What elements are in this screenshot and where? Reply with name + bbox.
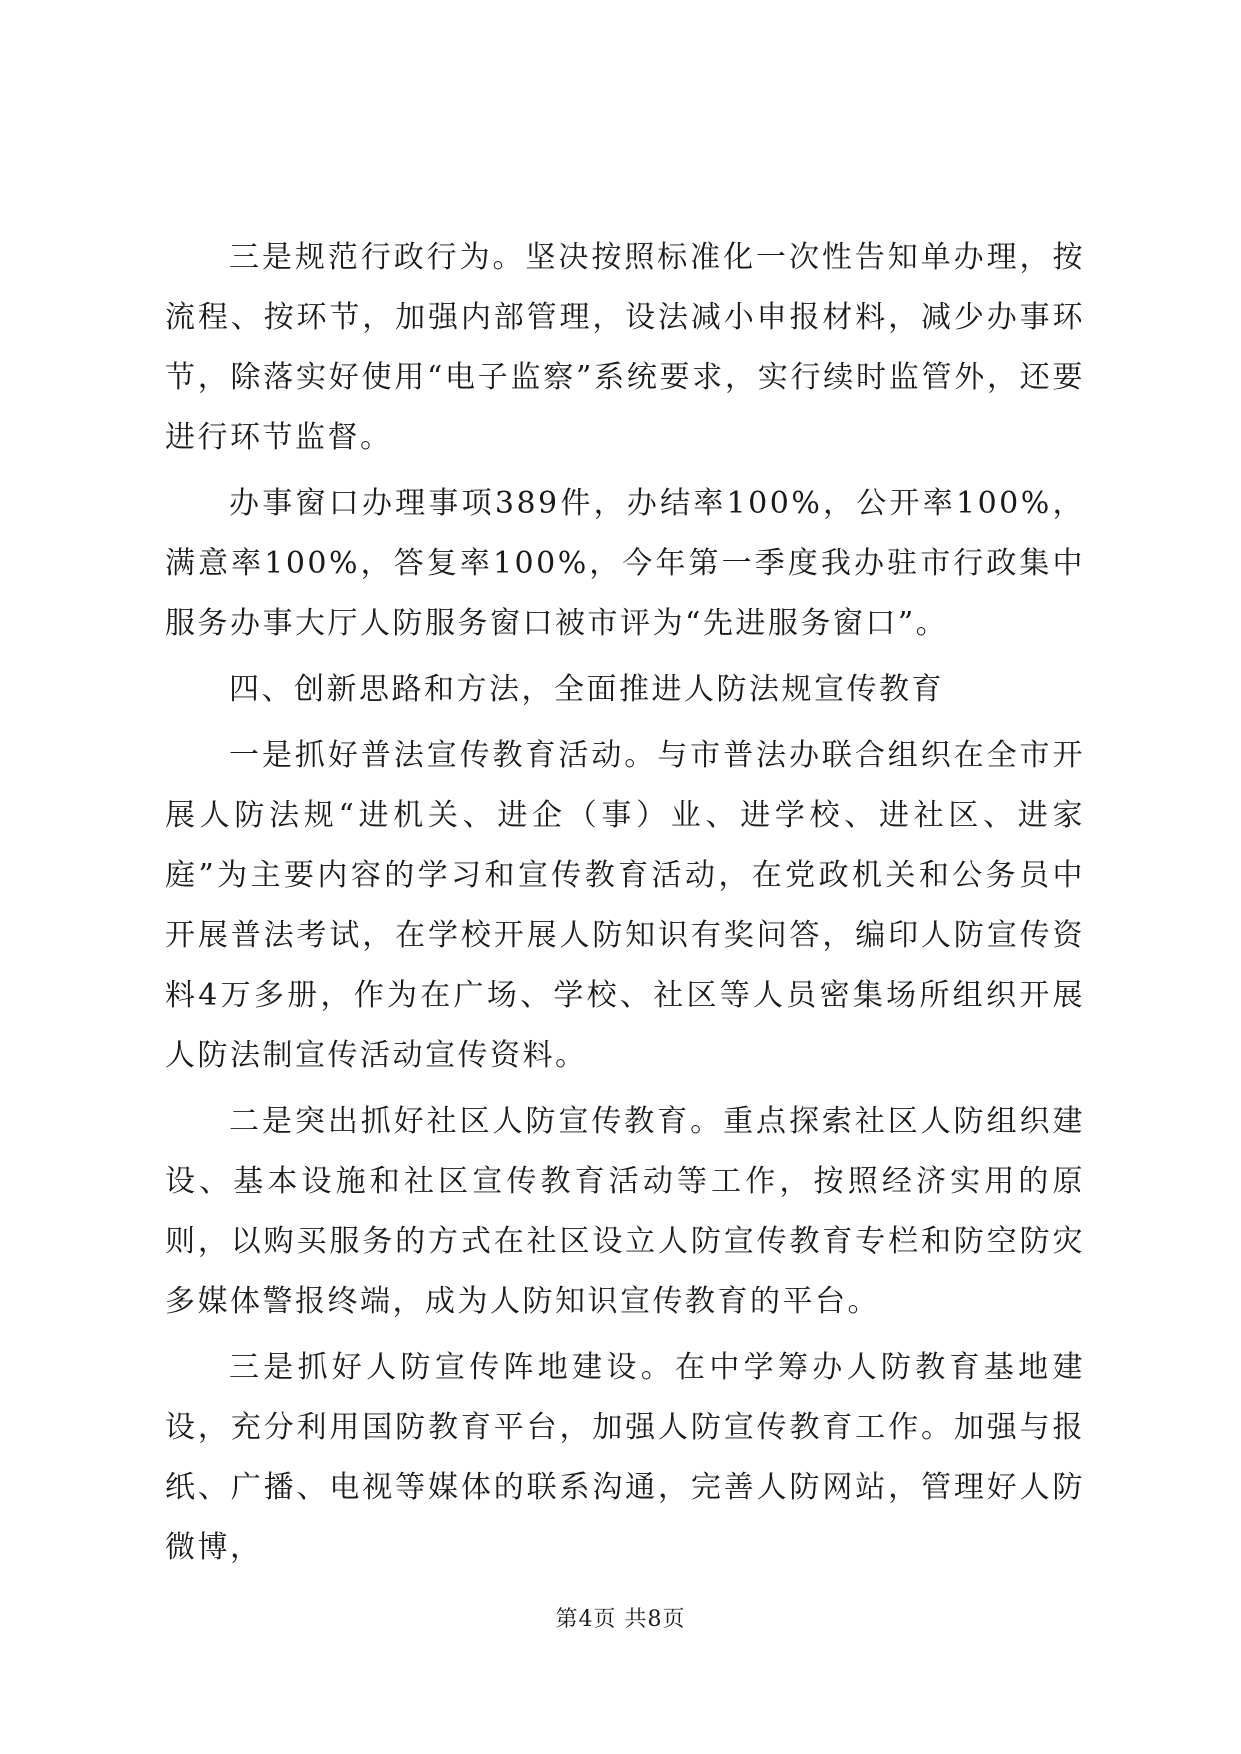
paragraph-window-stats: 办事窗口办理事项389件，办结率100%，公开率100%，满意率100%，答复率100%，今年第一季度我办驻市行政集中服务办事大厅人防服务窗口被市评为“先进服务窗口”。 <box>165 486 1085 641</box>
paragraph-publicity-base: 三是抓好人防宣传阵地建设。在中学筹办人防教育基地建设，充分利用国防教育平台，加强人防宣传教育工作。加强与报纸、广播、电视等媒体的联系沟通，完善人防网站，管理好人防微博， <box>165 1350 1085 1565</box>
section-heading-legal-education: 四、创新思路和方法，全面推进人防法规宣传教育 <box>229 672 944 707</box>
paragraph-community-education: 二是突出抓好社区人防宣传教育。重点探索社区人防组织建设、基本设施和社区宣传教育活动等工作，按照经济实用的原则，以购买服务的方式在社区设立人防宣传教育专栏和防空防灾多媒体警报终端，成为人防知识宣传教育的平台。 <box>165 1104 1085 1319</box>
paragraph-standardize-admin: 三是规范行政行为。坚决按照标准化一次性告知单办理，按流程、按环节，加强内部管理，设法减小申报材料，减少办事环节，除落实好使用“电子监察”系统要求，实行续时监管外，还要进行环节监督。 <box>165 240 1085 455</box>
paragraph-law-promotion: 一是抓好普法宣传教育活动。与市普法办联合组织在全市开展人防法规“进机关、进企（事）业、进学校、进社区、进家庭”为主要内容的学习和宣传教育活动，在党政机关和公务员中开展普法考试，在学校开展人防知识有奖问答，编印人防宣传资料4万多册，作为在广场、学校、社区等人员密集场所组织开展人防法制宣传活动宣传资料。 <box>165 738 1085 1073</box>
page-number-footer: 第4页 共8页 <box>555 1607 686 1632</box>
document-body <box>165 228 1085 1578</box>
